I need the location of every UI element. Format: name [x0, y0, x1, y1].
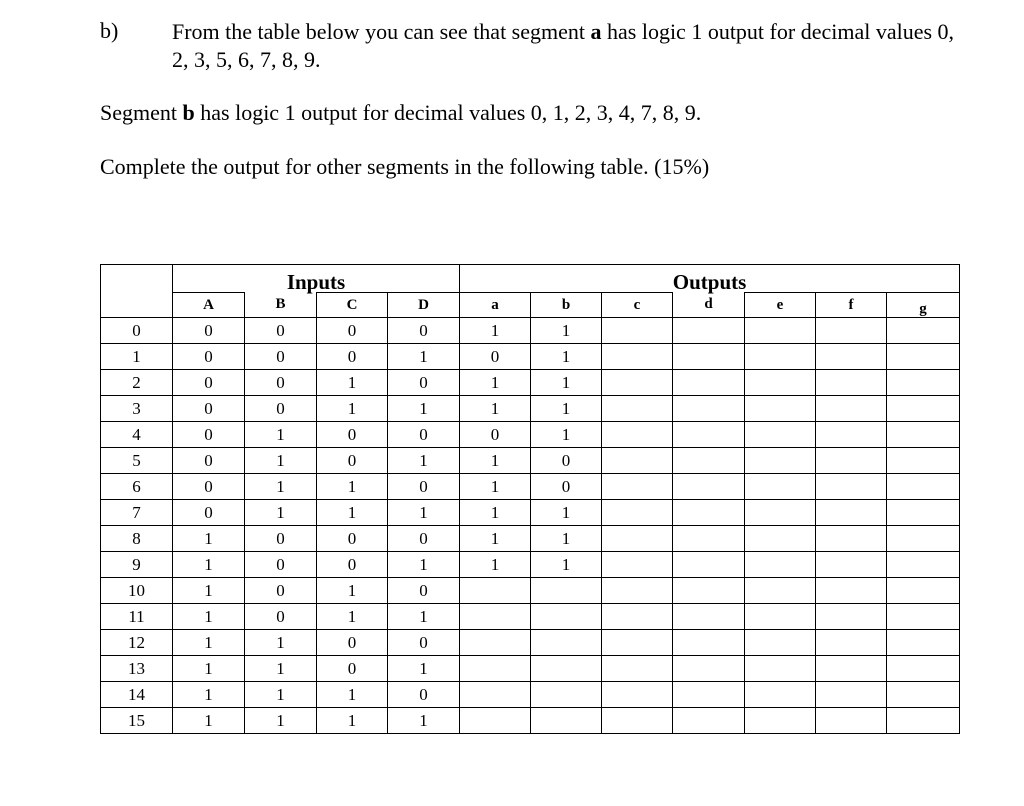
output-cell-b: 0 [531, 474, 602, 500]
input-cell-A: 1 [173, 578, 245, 604]
table-row [101, 526, 960, 552]
output-cell-d [673, 370, 745, 396]
input-cell-C: 0 [317, 344, 388, 370]
output-header-g-text: g [919, 300, 927, 317]
output-cell-e [745, 344, 816, 370]
input-cell-B: 0 [245, 318, 317, 344]
table-row [101, 630, 960, 656]
input-cell-D: 0 [388, 474, 460, 500]
output-cell-f [816, 630, 887, 656]
output-cell-b: 1 [531, 422, 602, 448]
input-cell-B: 1 [245, 474, 317, 500]
input-cell-D: 1 [388, 396, 460, 422]
output-cell-d [673, 344, 745, 370]
output-cell-b [531, 708, 602, 734]
input-cell-C: 1 [317, 370, 388, 396]
output-cell-d [673, 604, 745, 630]
input-cell-C: 1 [317, 396, 388, 422]
decimal-cell: 11 [101, 604, 173, 630]
decimal-cell: 4 [101, 422, 173, 448]
table-row [101, 448, 960, 474]
input-cell-D: 0 [388, 682, 460, 708]
output-cell-c [602, 656, 673, 682]
input-cell-A: 0 [173, 474, 245, 500]
input-cell-B: 0 [245, 604, 317, 630]
output-cell-g [887, 682, 960, 708]
output-cell-f [816, 500, 887, 526]
input-cell-D: 1 [388, 448, 460, 474]
output-cell-b [531, 578, 602, 604]
output-cell-g [887, 370, 960, 396]
output-cell-d [673, 708, 745, 734]
output-cell-c [602, 708, 673, 734]
output-cell-b [531, 656, 602, 682]
output-cell-c [602, 578, 673, 604]
output-cell-f [816, 682, 887, 708]
decimal-cell: 14 [101, 682, 173, 708]
output-cell-g [887, 552, 960, 578]
output-cell-e [745, 682, 816, 708]
decimal-cell: 2 [101, 370, 173, 396]
output-cell-a [460, 656, 531, 682]
input-cell-D: 1 [388, 500, 460, 526]
output-cell-c [602, 344, 673, 370]
input-cell-D: 0 [388, 318, 460, 344]
output-cell-f [816, 474, 887, 500]
decimal-cell: 8 [101, 526, 173, 552]
output-cell-c [602, 396, 673, 422]
input-cell-A: 0 [173, 422, 245, 448]
output-cell-d [673, 448, 745, 474]
output-cell-c [602, 474, 673, 500]
input-cell-D: 0 [388, 578, 460, 604]
output-cell-b: 1 [531, 500, 602, 526]
output-cell-f [816, 344, 887, 370]
output-cell-e [745, 526, 816, 552]
input-cell-D: 1 [388, 344, 460, 370]
table-row [101, 422, 960, 448]
output-cell-b: 1 [531, 344, 602, 370]
output-cell-e [745, 552, 816, 578]
table-row [101, 682, 960, 708]
input-cell-B: 1 [245, 500, 317, 526]
output-cell-e [745, 578, 816, 604]
input-cell-C: 0 [317, 656, 388, 682]
input-cell-B: 1 [245, 682, 317, 708]
output-cell-g [887, 474, 960, 500]
output-cell-c [602, 682, 673, 708]
output-cell-c [602, 630, 673, 656]
decimal-cell: 5 [101, 448, 173, 474]
input-cell-C: 1 [317, 474, 388, 500]
output-header-e: e [745, 293, 816, 318]
output-cell-a: 1 [460, 370, 531, 396]
output-cell-g [887, 656, 960, 682]
input-cell-A: 1 [173, 526, 245, 552]
output-cell-f [816, 526, 887, 552]
output-cell-g [887, 396, 960, 422]
output-cell-d [673, 500, 745, 526]
output-cell-e [745, 396, 816, 422]
output-cell-g [887, 500, 960, 526]
input-cell-A: 0 [173, 370, 245, 396]
input-cell-C: 0 [317, 526, 388, 552]
output-header-d: d [673, 293, 745, 318]
output-cell-c [602, 500, 673, 526]
output-cell-d [673, 552, 745, 578]
decimal-cell: 15 [101, 708, 173, 734]
output-cell-g [887, 448, 960, 474]
decimal-cell: 6 [101, 474, 173, 500]
input-cell-A: 0 [173, 396, 245, 422]
question-paragraph-2: Segment b has logic 1 output for decimal values 0, 1, 2, 3, 4, 7, 8, 9. [100, 100, 702, 125]
table-row [101, 370, 960, 396]
output-cell-c [602, 422, 673, 448]
table-row [101, 396, 960, 422]
input-cell-C: 1 [317, 682, 388, 708]
input-cell-B: 0 [245, 344, 317, 370]
input-cell-A: 0 [173, 318, 245, 344]
outputs-header: Outputs [460, 265, 960, 293]
output-cell-b: 1 [531, 526, 602, 552]
input-cell-A: 0 [173, 500, 245, 526]
output-cell-a: 1 [460, 552, 531, 578]
decimal-cell: 0 [101, 318, 173, 344]
output-cell-g [887, 630, 960, 656]
input-cell-C: 0 [317, 448, 388, 474]
decimal-header-cell [101, 293, 173, 318]
output-cell-a: 1 [460, 500, 531, 526]
output-cell-d [673, 396, 745, 422]
input-cell-D: 1 [388, 656, 460, 682]
decimal-cell: 9 [101, 552, 173, 578]
output-cell-f [816, 578, 887, 604]
output-cell-c [602, 604, 673, 630]
truth-table [100, 264, 960, 734]
input-cell-A: 0 [173, 448, 245, 474]
output-cell-g [887, 708, 960, 734]
input-header-B: B [245, 293, 317, 318]
output-cell-d [673, 656, 745, 682]
output-cell-c [602, 448, 673, 474]
output-cell-c [602, 552, 673, 578]
output-cell-a [460, 708, 531, 734]
output-cell-a: 1 [460, 474, 531, 500]
output-cell-d [673, 578, 745, 604]
output-header-f: f [816, 293, 887, 318]
output-cell-f [816, 370, 887, 396]
output-header-c: c [602, 293, 673, 318]
input-cell-A: 1 [173, 682, 245, 708]
input-cell-D: 0 [388, 370, 460, 396]
input-cell-A: 1 [173, 708, 245, 734]
output-cell-f [816, 422, 887, 448]
output-cell-e [745, 474, 816, 500]
output-header-a: a [460, 293, 531, 318]
output-cell-b: 1 [531, 318, 602, 344]
decimal-cell: 10 [101, 578, 173, 604]
output-cell-a [460, 578, 531, 604]
output-cell-a [460, 682, 531, 708]
output-cell-b: 1 [531, 370, 602, 396]
output-cell-a: 1 [460, 396, 531, 422]
question-instruction: Complete the output for other segments in the following table. (15%) [100, 154, 710, 179]
output-cell-b: 0 [531, 448, 602, 474]
input-header-A: A [173, 293, 245, 318]
table-row [101, 656, 960, 682]
input-cell-C: 1 [317, 708, 388, 734]
output-cell-e [745, 422, 816, 448]
output-cell-g [887, 422, 960, 448]
input-header-D: D [388, 293, 460, 318]
input-cell-B: 0 [245, 370, 317, 396]
table-row [101, 708, 960, 734]
output-cell-f [816, 604, 887, 630]
output-cell-b: 1 [531, 552, 602, 578]
input-cell-B: 0 [245, 552, 317, 578]
output-cell-g [887, 344, 960, 370]
decimal-cell: 7 [101, 500, 173, 526]
input-cell-D: 1 [388, 604, 460, 630]
decimal-cell: 12 [101, 630, 173, 656]
input-cell-D: 1 [388, 552, 460, 578]
input-cell-C: 0 [317, 630, 388, 656]
output-cell-f [816, 552, 887, 578]
table-row [101, 318, 960, 344]
output-cell-f [816, 448, 887, 474]
input-cell-D: 0 [388, 526, 460, 552]
input-cell-B: 0 [245, 578, 317, 604]
input-cell-D: 0 [388, 422, 460, 448]
input-cell-C: 0 [317, 422, 388, 448]
input-cell-C: 1 [317, 500, 388, 526]
output-cell-b: 1 [531, 396, 602, 422]
input-cell-B: 1 [245, 708, 317, 734]
decimal-cell: 13 [101, 656, 173, 682]
output-cell-e [745, 318, 816, 344]
input-cell-C: 1 [317, 604, 388, 630]
output-cell-f [816, 318, 887, 344]
output-cell-b [531, 630, 602, 656]
output-cell-a: 1 [460, 448, 531, 474]
output-cell-d [673, 526, 745, 552]
output-cell-a: 1 [460, 526, 531, 552]
input-cell-C: 0 [317, 552, 388, 578]
input-cell-A: 1 [173, 604, 245, 630]
input-cell-D: 1 [388, 708, 460, 734]
output-cell-a [460, 604, 531, 630]
output-cell-g [887, 604, 960, 630]
table-header-group-row [101, 265, 960, 293]
output-cell-e [745, 500, 816, 526]
output-cell-d [673, 682, 745, 708]
table-row [101, 578, 960, 604]
input-cell-C: 0 [317, 318, 388, 344]
output-cell-f [816, 396, 887, 422]
input-cell-A: 1 [173, 552, 245, 578]
output-cell-a: 0 [460, 422, 531, 448]
output-cell-g [887, 526, 960, 552]
output-cell-b [531, 604, 602, 630]
input-cell-B: 1 [245, 448, 317, 474]
table-row [101, 552, 960, 578]
output-cell-c [602, 526, 673, 552]
output-cell-d [673, 630, 745, 656]
table-header-row [101, 293, 960, 318]
input-cell-A: 1 [173, 656, 245, 682]
input-cell-C: 1 [317, 578, 388, 604]
output-cell-e [745, 630, 816, 656]
decimal-cell: 3 [101, 396, 173, 422]
output-cell-g [887, 318, 960, 344]
input-cell-B: 1 [245, 422, 317, 448]
input-cell-B: 1 [245, 656, 317, 682]
output-header-b: b [531, 293, 602, 318]
output-cell-f [816, 708, 887, 734]
question-label: b) [100, 18, 119, 43]
output-cell-d [673, 422, 745, 448]
decimal-cell: 1 [101, 344, 173, 370]
output-cell-e [745, 708, 816, 734]
question-paragraph-1: From the table below you can see that segment a has logic 1 output for decimal values 0, 2, 3, 5, 6, 7, 8, 9. [172, 19, 955, 72]
decimal-header-blank [101, 265, 173, 293]
table-row [101, 474, 960, 500]
output-cell-d [673, 318, 745, 344]
output-cell-e [745, 604, 816, 630]
input-cell-B: 0 [245, 526, 317, 552]
table-row [101, 344, 960, 370]
output-cell-d [673, 474, 745, 500]
table-row [101, 500, 960, 526]
input-cell-A: 0 [173, 344, 245, 370]
output-cell-e [745, 656, 816, 682]
input-cell-B: 0 [245, 396, 317, 422]
output-cell-c [602, 370, 673, 396]
output-cell-c [602, 318, 673, 344]
output-cell-e [745, 448, 816, 474]
inputs-header: Inputs [173, 265, 460, 293]
output-cell-a [460, 630, 531, 656]
output-header-g [887, 293, 960, 318]
output-cell-g [887, 578, 960, 604]
input-cell-A: 1 [173, 630, 245, 656]
input-cell-D: 0 [388, 630, 460, 656]
output-cell-b [531, 682, 602, 708]
output-cell-e [745, 370, 816, 396]
table-row [101, 604, 960, 630]
output-cell-a: 1 [460, 318, 531, 344]
output-cell-a: 0 [460, 344, 531, 370]
output-cell-f [816, 656, 887, 682]
input-header-C: C [317, 293, 388, 318]
input-cell-B: 1 [245, 630, 317, 656]
